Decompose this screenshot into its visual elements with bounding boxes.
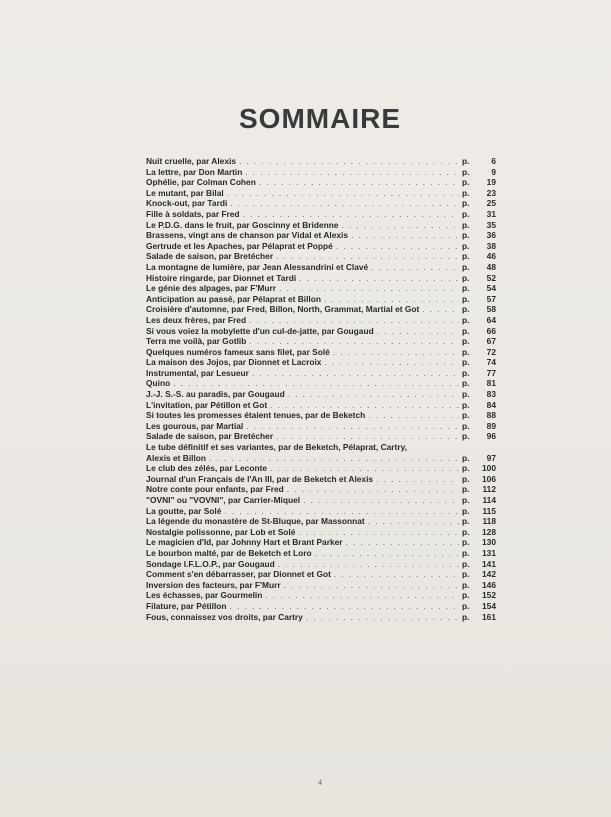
page-num: 84: [486, 399, 496, 410]
page-num: 81: [486, 378, 496, 389]
toc-entry-page: [462, 612, 496, 623]
page-abbrev: p.: [462, 463, 470, 474]
page-num: 161: [482, 611, 496, 622]
page-abbrev: p.: [462, 283, 470, 294]
page-num: 88: [486, 410, 496, 421]
dot-leader: [298, 527, 459, 538]
page-num: 97: [486, 452, 496, 463]
page-num: 112: [482, 484, 496, 495]
dot-leader: [224, 506, 459, 517]
toc-entry: [146, 198, 496, 209]
dot-leader: [351, 230, 459, 241]
page-abbrev: p.: [462, 495, 470, 505]
toc-entry: [146, 590, 496, 601]
toc-entry-page: [462, 304, 496, 315]
page-abbrev: p.: [462, 410, 470, 421]
dot-leader: [284, 580, 459, 591]
toc-entry-title: Alexis et Billon: [146, 452, 207, 463]
page-abbrev: p.: [462, 346, 470, 357]
page-num: 130: [482, 537, 496, 548]
toc-entry: [146, 612, 496, 623]
page-num: 36: [486, 230, 496, 241]
dot-leader: [315, 548, 459, 559]
page-abbrev: p.: [462, 177, 470, 188]
toc-entry-page: [462, 357, 496, 368]
page-abbrev: p.: [462, 558, 470, 569]
toc-entry-page: [462, 453, 496, 464]
toc-entry-page: [462, 198, 496, 209]
page-num: 77: [486, 367, 496, 378]
page-abbrev: p.: [462, 272, 470, 283]
toc-entry-page: [462, 590, 496, 601]
page-num: 54: [486, 283, 496, 294]
toc-entry-title: Comment s'en débarrasser, par Dionnet et Got: [146, 569, 331, 580]
page-num: 131: [482, 547, 496, 558]
toc-entry: [146, 336, 496, 347]
dot-leader: [334, 569, 459, 580]
toc-entry-page: [462, 421, 496, 432]
toc-entry-page: [462, 410, 496, 421]
toc-entry-title: Les échasses, par Gourmelin: [146, 590, 263, 601]
toc-entry: [146, 506, 496, 517]
page-abbrev: p.: [462, 325, 470, 336]
page-abbrev: p.: [462, 240, 470, 251]
toc-entry-page: [462, 474, 496, 485]
toc-entry-page: [462, 506, 496, 517]
toc-entry-page: [462, 548, 496, 559]
toc-entry: [146, 241, 496, 252]
page-num: 74: [486, 357, 496, 368]
page-abbrev: p.: [462, 526, 470, 537]
dot-leader: [252, 368, 459, 379]
dot-leader: [227, 188, 459, 199]
page-abbrev: p.: [462, 304, 470, 315]
page-abbrev: p.: [462, 484, 470, 495]
toc-entry-page: [462, 156, 496, 167]
toc-entry-page: [462, 230, 496, 241]
toc-entry: [146, 188, 496, 199]
toc-entry-title: J.-J. S.-S. au paradis, par Gougaud: [146, 389, 285, 400]
dot-leader: [243, 209, 459, 220]
toc-entry: [146, 326, 496, 337]
toc-entry-title: La lettre, par Don Martin: [146, 166, 243, 177]
toc-entry: [146, 389, 496, 400]
dot-leader: [324, 294, 459, 305]
page-num: 141: [482, 558, 496, 569]
toc-entry: [146, 283, 496, 294]
dot-leader: [333, 347, 459, 358]
page-abbrev: p.: [462, 611, 470, 622]
toc-entry-page: [462, 251, 496, 262]
dot-leader: [270, 463, 459, 474]
toc-entry-title: Le mutant, par Bilal: [146, 187, 224, 198]
toc-entry-page: [462, 209, 496, 220]
toc-entry-title: Le génie des alpages, par F'Murr: [146, 283, 276, 294]
page-num: 118: [482, 516, 496, 527]
dot-leader: [246, 421, 459, 432]
page-title: SOMMAIRE: [239, 103, 401, 134]
toc-entry-title: L'invitation, par Pétillon et Got: [146, 399, 268, 410]
dot-leader: [368, 516, 459, 527]
toc-entry: [146, 167, 496, 178]
page-num: 66: [486, 325, 496, 336]
dot-leader: [287, 484, 459, 495]
toc-entry-title: Anticipation au passé, par Pélaprat et Billon: [146, 293, 321, 304]
toc-entry-title: Croisière d'automne, par Fred, Billon, North, Grammat, Martial et Got: [146, 304, 420, 315]
toc-entry-page: [462, 315, 496, 326]
page-abbrev: p.: [462, 452, 470, 463]
toc-entry-title: Brassens, vingt ans de chanson par Vidal et Alexis: [146, 230, 349, 241]
toc-entry-title: Le bourbon malté, par de Beketch et Loro: [146, 547, 312, 558]
page-abbrev: p.: [462, 208, 470, 219]
toc-entry-title: Terra me voilà, par Gotlib: [146, 336, 247, 347]
toc-entry-title: Le P.D.G. dans le fruit, par Goscinny et Bridenne: [146, 219, 339, 230]
toc-entry: [146, 548, 496, 559]
page-abbrev: p.: [462, 357, 470, 368]
dot-leader: [278, 559, 459, 570]
toc-entry-page: [462, 347, 496, 358]
toc-entry-page: [462, 569, 496, 580]
page-abbrev: p.: [462, 293, 470, 304]
page-num: 52: [486, 272, 496, 283]
toc-entry-title: Les deux frères, par Fred: [146, 314, 247, 325]
toc-entry: [146, 400, 496, 411]
toc-entry-title: Si vous voiez la mobylette d'un cul-de-jatte, par Gougaud: [146, 325, 374, 336]
toc-entry: [146, 230, 496, 241]
page-num: 72: [486, 346, 496, 357]
toc-entry-title: Ophélie, par Colman Cohen: [146, 177, 256, 188]
dot-leader: [239, 156, 459, 167]
page-num: 146: [482, 579, 496, 590]
toc-entry-page: [462, 431, 496, 442]
toc-entry-title: La maison des Jojos, par Dionnet et Lacroix: [146, 357, 322, 368]
toc-entry: [146, 315, 496, 326]
dot-leader: [259, 177, 459, 188]
page-abbrev: p.: [462, 399, 470, 410]
toc-entry-page: [462, 559, 496, 570]
toc-entry: [146, 463, 496, 474]
toc-entry: [146, 251, 496, 262]
dot-leader: [249, 336, 459, 347]
toc-entry-title: Inversion des facteurs, par F'Murr: [146, 579, 281, 590]
toc-entry: [146, 294, 496, 305]
dot-leader: [336, 241, 459, 252]
page-num: 48: [486, 261, 496, 272]
toc-entry-page: [462, 241, 496, 252]
page-num: 142: [482, 569, 496, 580]
dot-leader: [371, 262, 459, 273]
page-abbrev: p.: [462, 537, 470, 548]
page-num: 9: [491, 166, 496, 177]
toc-entry-page: [462, 484, 496, 495]
toc-entry-page: [462, 294, 496, 305]
toc-entry-title: Journal d'un Français de l'An III, par de Beketch et Alexis: [146, 473, 374, 484]
toc-entry: [146, 177, 496, 188]
toc-entry-page: [462, 273, 496, 284]
toc-entry: [146, 304, 496, 315]
toc-entry: [146, 495, 496, 506]
toc-entry-title: Knock-out, par Tardi: [146, 198, 228, 209]
page-num: 19: [486, 177, 496, 188]
toc-entry: [146, 559, 496, 570]
toc-entry-title: Notre conte pour enfants, par Fred: [146, 484, 284, 495]
page-num: 23: [486, 187, 496, 198]
page-num: 152: [482, 590, 496, 601]
page-abbrev: p.: [462, 473, 470, 484]
toc-entry-page: [462, 463, 496, 474]
page-num: 67: [486, 336, 496, 347]
toc-entry-page: [462, 188, 496, 199]
toc-entry-title: Salade de saison, par Bretécher: [146, 251, 274, 262]
dot-leader: [245, 167, 459, 178]
toc-entry: [146, 527, 496, 538]
toc-entry-title: Quino: [146, 378, 171, 389]
page-abbrev: p.: [462, 314, 470, 325]
dot-leader: [265, 590, 459, 601]
page-abbrev: p.: [462, 420, 470, 431]
toc-entry: [146, 368, 496, 379]
toc-entry: [146, 516, 496, 527]
toc-entry: [146, 484, 496, 495]
page-num: 100: [482, 463, 496, 474]
page-num: 57: [486, 293, 496, 304]
toc-entry-title: La montagne de lumière, par Jean Alessandrini et Clavé: [146, 261, 369, 272]
page-abbrev: p.: [462, 367, 470, 378]
toc-entry-title: Nostalgie polissonne, par Lob et Solé: [146, 526, 296, 537]
page-num: 115: [482, 505, 496, 516]
toc-entry-title: Fous, connaissez vos droits, par Cartry: [146, 611, 303, 622]
dot-leader: [299, 273, 459, 284]
dot-leader: [376, 474, 459, 485]
dot-leader: [276, 431, 459, 442]
toc-entry-title: La goutte, par Solé: [146, 505, 222, 516]
dot-leader: [377, 326, 459, 337]
toc-entry-title: Filature, par Pétillon: [146, 600, 227, 611]
page-abbrev: p.: [462, 261, 470, 272]
page-abbrev: p.: [462, 336, 470, 347]
toc-entry: [146, 357, 496, 368]
page-num: 114: [482, 495, 496, 505]
toc-entry-page: [462, 601, 496, 612]
toc-entry: [146, 537, 496, 548]
dot-leader: [209, 453, 459, 464]
dot-leader: [346, 537, 459, 548]
toc-entry-title: Les gourous, par Martial: [146, 420, 244, 431]
toc-entry-page: [462, 368, 496, 379]
page-num: 25: [486, 198, 496, 209]
page-num: 89: [486, 420, 496, 431]
toc-entry-title: Le tube définitif et ses variantes, par de Beketch, Pélaprat, Cartry,: [146, 442, 407, 453]
toc-entry-title: Sondage I.F.L.O.P., par Gougaud: [146, 558, 275, 569]
toc-entry: [146, 431, 496, 442]
toc-entry-page: [462, 400, 496, 411]
dot-leader: [324, 357, 459, 368]
page-num: 96: [486, 431, 496, 442]
page-abbrev: p.: [462, 516, 470, 527]
toc-entry-page: [462, 283, 496, 294]
toc-entry-title: Instrumental, par Lesueur: [146, 367, 249, 378]
page-abbrev: p.: [462, 378, 470, 389]
toc-entry-title: Quelques numéros fameux sans filet, par Solé: [146, 346, 330, 357]
page-abbrev: p.: [462, 156, 470, 166]
toc-entry-title: Nuit cruelle, par Alexis: [146, 156, 236, 166]
toc-entry: [146, 453, 496, 464]
toc-entry-page: [462, 516, 496, 527]
toc-entry-page: [462, 495, 496, 506]
dot-leader: [276, 251, 459, 262]
toc-entry: [146, 209, 496, 220]
toc-entry: [146, 347, 496, 358]
dot-leader: [288, 389, 459, 400]
toc-entry-page: [462, 220, 496, 231]
toc-entry-title: La légende du monastère de St-Bluque, par Massonnat: [146, 516, 365, 527]
page-number: 4: [318, 778, 322, 787]
toc-entry-page: [462, 262, 496, 273]
dot-leader: [173, 378, 459, 389]
toc-entry-title: Gertrude et les Apaches, par Pélaprat et Poppé: [146, 240, 333, 251]
toc-entry-page: [462, 167, 496, 178]
dot-leader: [422, 304, 459, 315]
page-num: 35: [486, 219, 496, 230]
page-num: 38: [486, 240, 496, 251]
page-num: 46: [486, 251, 496, 262]
page-abbrev: p.: [462, 579, 470, 590]
page-num: 154: [482, 600, 496, 611]
page-abbrev: p.: [462, 547, 470, 558]
table-of-contents: [146, 156, 496, 622]
toc-entry-page: [462, 326, 496, 337]
dot-leader: [230, 198, 459, 209]
toc-entry: [146, 156, 496, 167]
dot-leader: [230, 601, 459, 612]
toc-entry: [146, 474, 496, 485]
page-abbrev: p.: [462, 569, 470, 580]
toc-entry-page: [462, 580, 496, 591]
page-abbrev: p.: [462, 198, 470, 209]
toc-entry-page: [462, 527, 496, 538]
toc-entry-title: "OVNI" ou "VOVNI", par Carrier-Miquel: [146, 495, 301, 505]
dot-leader: [306, 612, 459, 623]
page-abbrev: p.: [462, 590, 470, 601]
page-abbrev: p.: [462, 219, 470, 230]
page-num: 83: [486, 389, 496, 400]
page-num: 106: [482, 473, 496, 484]
page-abbrev: p.: [462, 505, 470, 516]
toc-entry-title: Fille à soldats, par Fred: [146, 208, 240, 219]
page-abbrev: p.: [462, 230, 470, 241]
toc-entry-title: Le club des zélés, par Leconte: [146, 463, 268, 474]
toc-entry: [146, 262, 496, 273]
toc-entry-page: [462, 336, 496, 347]
toc-entry: [146, 601, 496, 612]
page-num: 58: [486, 304, 496, 315]
toc-entry-title: Le magicien d'Id, par Johnny Hart et Brant Parker: [146, 537, 343, 548]
dot-leader: [249, 315, 459, 326]
toc-entry-page: [462, 537, 496, 548]
dot-leader: [270, 400, 459, 411]
page-num: 6: [491, 156, 496, 166]
toc-entry-title: Histoire ringarde, par Dionnet et Tardi: [146, 272, 297, 283]
dot-leader: [279, 283, 459, 294]
dot-leader: [342, 220, 459, 231]
page-abbrev: p.: [462, 389, 470, 400]
toc-entry: [146, 410, 496, 421]
dot-leader: [368, 410, 459, 421]
page-abbrev: p.: [462, 431, 470, 442]
toc-entry-title: Salade de saison, par Bretécher: [146, 431, 274, 442]
page-num: 128: [482, 526, 496, 537]
toc-entry: [146, 580, 496, 591]
toc-entry: [146, 569, 496, 580]
toc-entry-page: [462, 177, 496, 188]
page-abbrev: p.: [462, 166, 470, 177]
toc-entry: [146, 421, 496, 432]
page-num: 31: [486, 208, 496, 219]
toc-entry: [146, 220, 496, 231]
toc-entry: [146, 378, 496, 389]
dot-leader: [303, 495, 459, 506]
page-abbrev: p.: [462, 187, 470, 198]
page-abbrev: p.: [462, 600, 470, 611]
toc-entry-page: [462, 389, 496, 400]
toc-entry-page: [462, 378, 496, 389]
toc-entry-title: Si toutes les promesses étaient tenues, par de Beketch: [146, 410, 366, 421]
page-abbrev: p.: [462, 251, 470, 262]
toc-entry: [146, 442, 496, 453]
page-num: 64: [486, 314, 496, 325]
toc-entry: [146, 273, 496, 284]
